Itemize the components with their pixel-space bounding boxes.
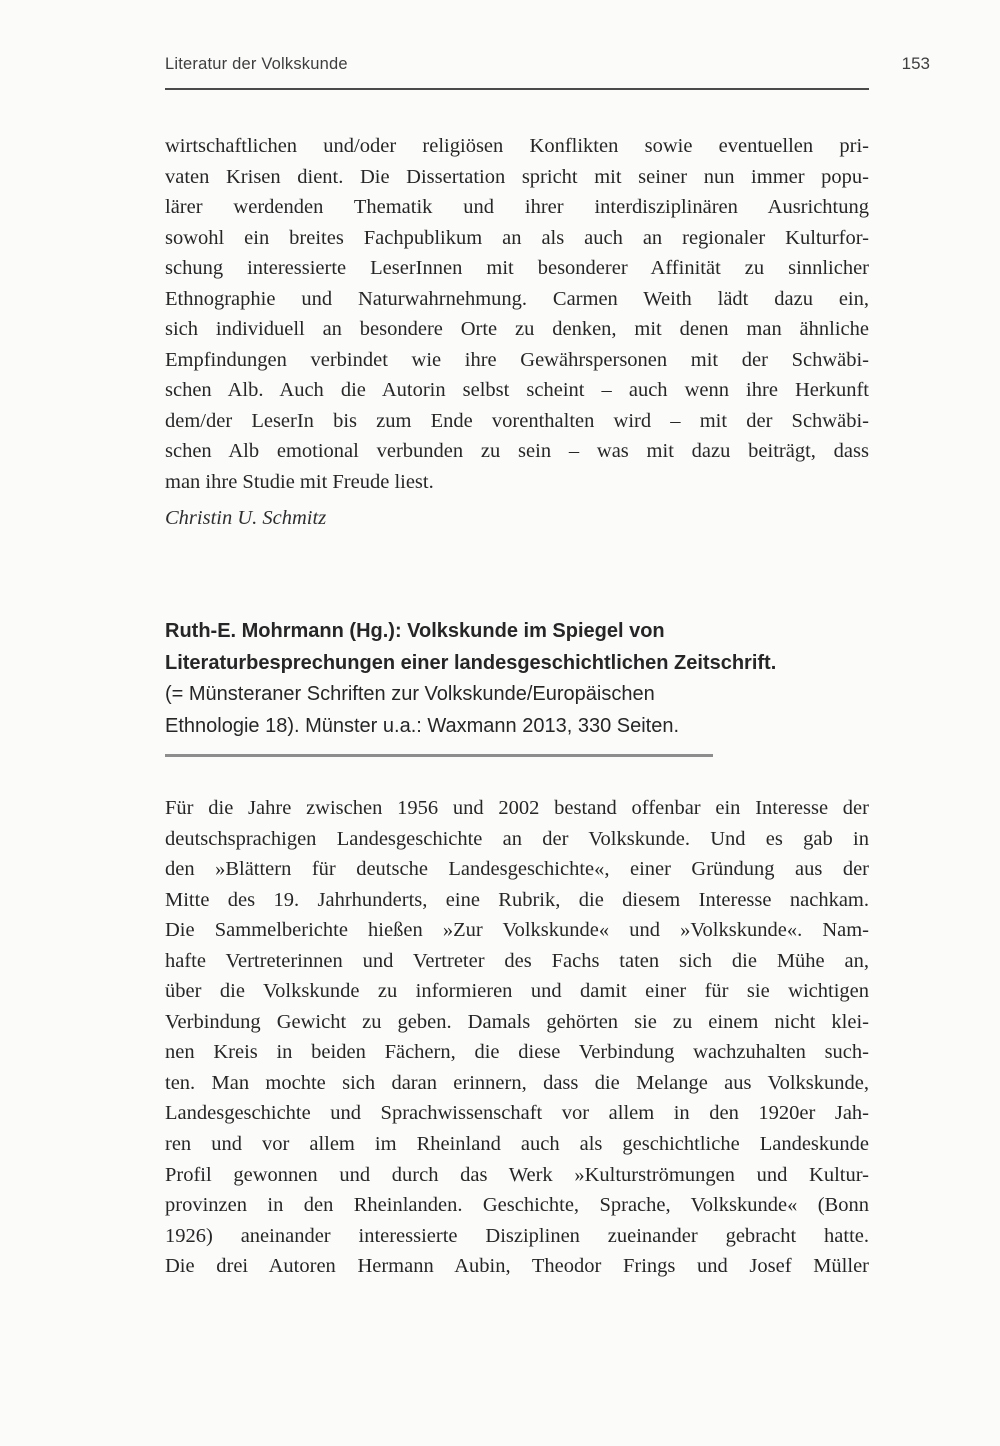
review-heading-title bbox=[165, 616, 869, 679]
text-line: Ruth-E. Mohrmann (Hg.): Volkskunde im Spiegel von bbox=[165, 620, 665, 642]
text-line: schen Alb emotional verbunden zu sein – was mit dazu beiträgt, dass bbox=[165, 440, 869, 463]
text-line: ten. Man mochte sich daran erinnern, dass die Melange aus Volkskunde, bbox=[165, 1071, 869, 1094]
review-heading-series-info bbox=[165, 679, 869, 742]
text-line: vaten Krisen dient. Die Dissertation spricht mit seiner nun immer popu- bbox=[165, 165, 869, 188]
text-line: den »Blättern für deutsche Landesgeschichte«, einer Gründung aus der bbox=[165, 858, 869, 881]
text-line: schen Alb. Auch die Autorin selbst scheint – auch wenn ihre Herkunft bbox=[165, 379, 869, 402]
text-line: schung interessierte LeserInnen mit besonderer Affinität zu sinnlicher bbox=[165, 257, 869, 280]
text-line: deutschsprachigen Landesgeschichte an der Volkskunde. Und es gab in bbox=[165, 827, 869, 850]
text-line: provinzen in den Rheinlanden. Geschichte, Sprache, Volkskunde« (Bonn bbox=[165, 1194, 869, 1217]
text-line: Literaturbesprechungen einer landesgeschichtlichen Zeitschrift. bbox=[165, 651, 777, 674]
text-line: hafte Vertreterinnen und Vertreter des Fachs taten sich die Mühe an, bbox=[165, 949, 869, 972]
text-line: dem/der LeserIn bis zum Ende vorenthalten wird – mit der Schwäbi- bbox=[165, 409, 869, 432]
heading-separator-rule bbox=[165, 754, 713, 757]
text-line: nen Kreis in beiden Fächern, die diese Verbindung wachzuhalten such- bbox=[165, 1041, 869, 1064]
text-line: ren und vor allem im Rheinland auch als geschichtliche Landeskunde bbox=[165, 1133, 869, 1156]
text-line: Verbindung Gewicht zu geben. Damals gehörten sie zu einem nicht klei- bbox=[165, 1010, 869, 1033]
text-line: Für die Jahre zwischen 1956 und 2002 bestand offenbar ein Interesse der bbox=[165, 797, 869, 819]
text-line: lärer werdenden Thematik und ihrer interdisziplinären Ausrichtung bbox=[165, 196, 869, 219]
text-line: Die Sammelberichte hießen »Zur Volkskunde« und »Volkskunde«. Nam- bbox=[165, 919, 869, 942]
text-line: Empfindungen verbindet wie ihre Gewährspersonen mit der Schwäbi- bbox=[165, 348, 869, 371]
text-line: wirtschaftlichen und/oder religiösen Konflikten sowie eventuellen pri- bbox=[165, 135, 869, 157]
text-line: (= Münsteraner Schriften zur Volkskunde/Europäischen bbox=[165, 683, 655, 705]
page-number: 153 bbox=[901, 54, 930, 73]
review-heading bbox=[165, 616, 869, 742]
text-line: Landesgeschichte und Sprachwissenschaft vor allem in den 1920er Jah- bbox=[165, 1102, 869, 1125]
review-body-paragraph bbox=[165, 793, 869, 1282]
text-line: 1926) aneinander interessierte Disziplinen zueinander gebracht hatte. bbox=[165, 1224, 869, 1247]
text-line: Ethnographie und Naturwahrnehmung. Carmen Weith lädt dazu ein, bbox=[165, 287, 869, 310]
text-line: Profil gewonnen und durch das Werk »Kulturströmungen und Kultur- bbox=[165, 1163, 869, 1186]
header-rule bbox=[165, 88, 869, 90]
text-line: sich individuell an besondere Orte zu denken, mit denen man ähnliche bbox=[165, 318, 869, 341]
text-line: sowohl ein breites Fachpublikum an als auch an regionaler Kulturfor- bbox=[165, 226, 869, 249]
text-line: über die Volkskunde zu informieren und damit einer für sie wichtigen bbox=[165, 980, 869, 1003]
running-header-section-title: Literatur der Volkskunde bbox=[165, 55, 348, 73]
previous-review-closing-paragraph bbox=[165, 131, 869, 498]
text-line: man ihre Studie mit Freude liest. bbox=[165, 471, 434, 494]
text-line: Die drei Autoren Hermann Aubin, Theodor Frings und Josef Müller bbox=[165, 1255, 869, 1278]
reviewer-signature: Christin U. Schmitz bbox=[165, 507, 327, 529]
text-line: Ethnologie 18). Münster u.a.: Waxmann 2013, 330 Seiten. bbox=[165, 714, 680, 737]
text-line: Mitte des 19. Jahrhunderts, eine Rubrik, die diesem Interesse nachkam. bbox=[165, 888, 869, 911]
